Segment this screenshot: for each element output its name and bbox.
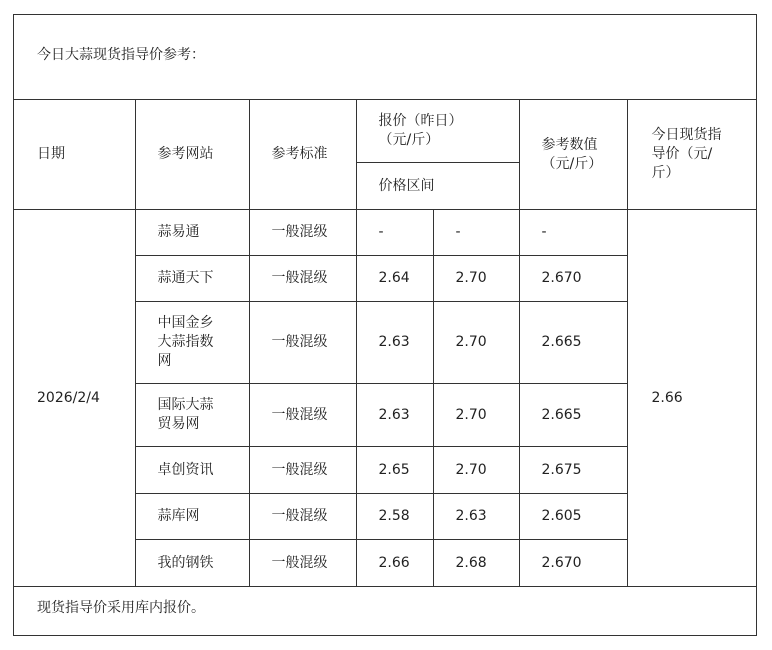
site-cell: 蒜易通	[135, 210, 249, 256]
high-price-cell: 2.70	[433, 302, 519, 384]
site-cell: 蒜通天下	[135, 256, 249, 302]
header-today-price: 今日现货指导价（元/斤）	[627, 100, 757, 210]
ref-value-cell: 2.665	[519, 384, 627, 447]
header-date: 日期	[13, 100, 135, 210]
header-ref-value: 参考数值（元/斤）	[519, 100, 627, 210]
high-price-cell: 2.70	[433, 256, 519, 302]
site-cell: 国际大蒜贸易网	[135, 384, 249, 447]
low-price-cell: 2.66	[356, 540, 433, 587]
low-price-cell: 2.64	[356, 256, 433, 302]
standard-cell: 一般混级	[249, 256, 356, 302]
low-price-cell: 2.65	[356, 447, 433, 494]
standard-cell: 一般混级	[249, 447, 356, 494]
standard-cell: 一般混级	[249, 210, 356, 256]
header-price-range: 价格区间	[356, 163, 519, 210]
ref-value-cell: 2.665	[519, 302, 627, 384]
price-table	[13, 99, 757, 587]
site-cell: 卓创资讯	[135, 447, 249, 494]
header-quote: 报价（昨日）（元/斤）	[356, 100, 519, 163]
table-row	[13, 210, 757, 256]
today-price-cell: 2.66	[627, 210, 757, 587]
ref-value-cell: 2.670	[519, 540, 627, 587]
ref-value-cell: 2.670	[519, 256, 627, 302]
ref-value-cell: 2.605	[519, 494, 627, 540]
site-cell: 中国金乡大蒜指数网	[135, 302, 249, 384]
low-price-cell: 2.63	[356, 302, 433, 384]
low-price-cell: -	[356, 210, 433, 256]
standard-cell: 一般混级	[249, 384, 356, 447]
footer-note: 现货指导价采用库内报价。	[37, 600, 205, 616]
header-standard: 参考标准	[249, 100, 356, 210]
high-price-cell: 2.70	[433, 447, 519, 494]
document-title: 今日大蒜现货指导价参考：	[37, 47, 205, 63]
ref-value-cell: -	[519, 210, 627, 256]
site-cell: 蒜库网	[135, 494, 249, 540]
high-price-cell: 2.63	[433, 494, 519, 540]
high-price-cell: 2.70	[433, 384, 519, 447]
ref-value-cell: 2.675	[519, 447, 627, 494]
site-cell: 我的钢铁	[135, 540, 249, 587]
low-price-cell: 2.63	[356, 384, 433, 447]
high-price-cell: 2.68	[433, 540, 519, 587]
date-cell: 2026/2/4	[13, 210, 135, 587]
header-site: 参考网站	[135, 100, 249, 210]
standard-cell: 一般混级	[249, 302, 356, 384]
low-price-cell: 2.58	[356, 494, 433, 540]
standard-cell: 一般混级	[249, 540, 356, 587]
standard-cell: 一般混级	[249, 494, 356, 540]
high-price-cell: -	[433, 210, 519, 256]
